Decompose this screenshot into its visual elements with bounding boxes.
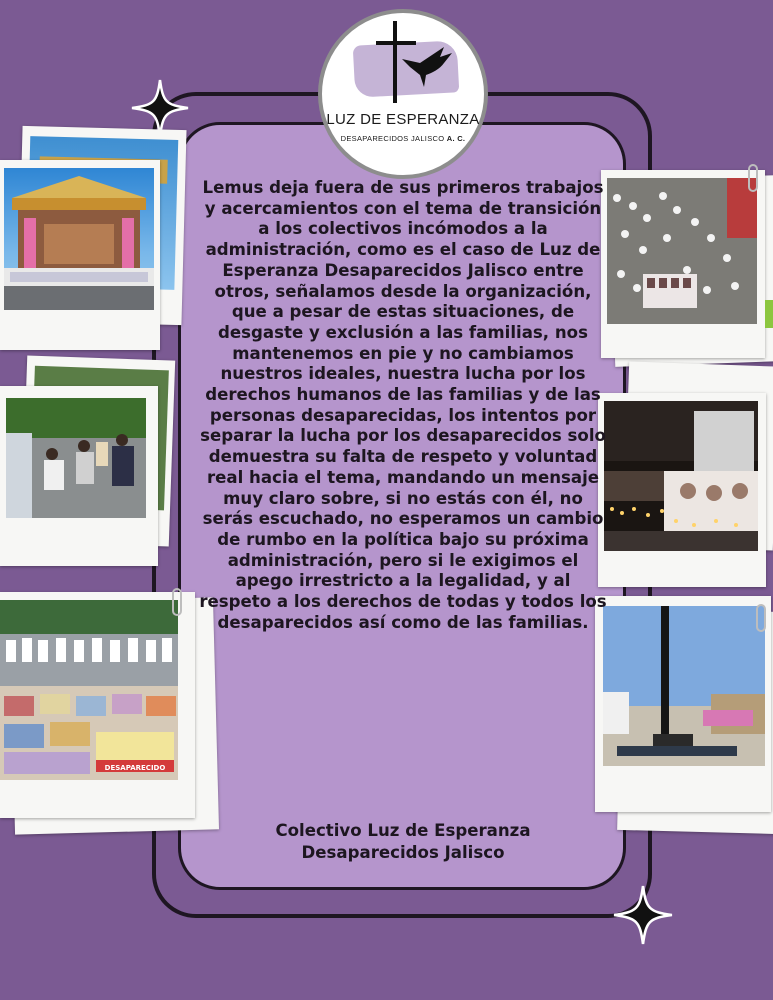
plaza-photo	[603, 606, 765, 766]
carousel-photo	[4, 168, 154, 310]
logo-title: LUZ DE ESPERANZA	[326, 111, 480, 128]
signature-line-2: Desaparecidos Jalisco	[301, 843, 505, 862]
statement-text: Lemus deja fuera de sus primeros trabajos y acercamientos con el tema de transición a los colectivos incómodos a la administración, como es el caso de Luz de Esperanza Desaparecidos Jalisco entre otros, señalamos desde la organización, que a pesar de estas situaciones, de desgaste y exclusión a las familias, nos mantenemos en pie y no cambiamos nuestros ideales, nuestra lucha por los derechos humanos de las familias y de las personas desaparecidas, los intentos por separar la lucha por los desaparecidos solo demuestra su falta de respeto y voluntad real hacia el tema, mandando un mensaje muy claro sobre, si no estás con él, no serás escuchado, no esperamos un cambio de rumbo en la política bajo su próxima administración, pero si le exigimos el apego irrestricto a la legalidad, y al respeto a los derechos de todas y todos los desaparecidos así como de las familias.	[199, 178, 607, 632]
march-photo	[607, 178, 757, 324]
photo-card-plaza	[595, 596, 771, 812]
tables-photo	[0, 600, 178, 780]
photo-card-march	[601, 170, 765, 358]
paperclip-icon	[748, 164, 758, 192]
street-photo	[6, 398, 146, 518]
photo-card-tables	[0, 592, 195, 818]
photo-card-street	[0, 386, 158, 566]
logo-subtitle: DESAPARECIDOS JALISCO A. C.	[340, 134, 466, 143]
hummingbird-icon	[400, 45, 458, 87]
signature-line-1: Colectivo Luz de Esperanza	[275, 821, 531, 840]
paperclip-icon	[756, 604, 766, 632]
photo-card-vigil	[598, 393, 766, 587]
sparkle-icon	[612, 884, 674, 946]
green-edge	[765, 300, 773, 328]
signature	[198, 820, 608, 864]
logo	[318, 9, 488, 179]
vigil-photo	[604, 401, 758, 551]
paperclip-icon	[172, 588, 182, 616]
photo-card-carousel	[0, 160, 160, 350]
desaparecido-sign: DESAPARECIDO	[104, 764, 166, 772]
